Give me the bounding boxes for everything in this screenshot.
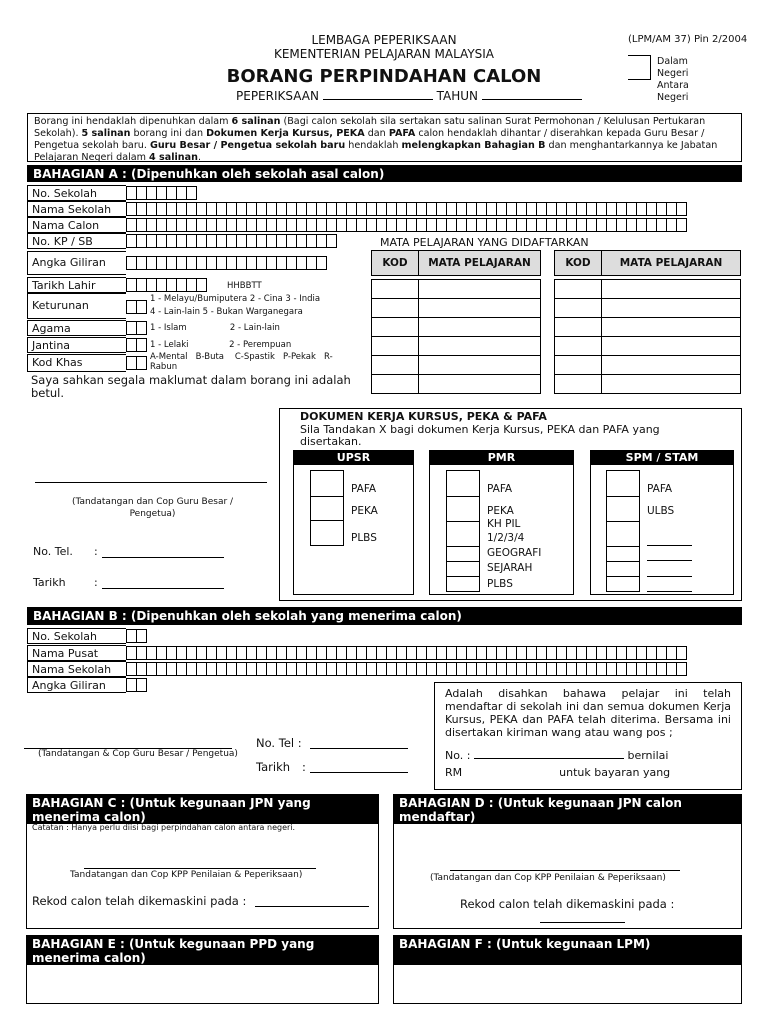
kod-cell[interactable]: [372, 318, 419, 337]
pmr-geografi-checkbox[interactable]: [446, 546, 480, 562]
char-cell[interactable]: [196, 278, 207, 292]
d-record-input[interactable]: [540, 922, 625, 923]
subject-cell[interactable]: [419, 299, 541, 318]
rm-line: [445, 766, 731, 779]
spm-extra-checkbox[interactable]: [606, 521, 640, 547]
form-title: BORANG PERPINDAHAN CALON: [226, 66, 542, 87]
field-label: No. Sekolah: [27, 628, 126, 644]
no-sekolah-grid[interactable]: [126, 186, 196, 200]
instruction-bold: PAFA: [388, 128, 416, 139]
pmr-khpil-checkbox[interactable]: [446, 521, 480, 547]
org-line-2: KEMENTERIAN PELAJARAN MALAYSIA: [273, 47, 495, 61]
subject-cell[interactable]: [419, 337, 541, 356]
field-label: Tarikh Lahir: [27, 277, 126, 293]
field-label: No. KP / SB: [27, 233, 126, 249]
pmr-item: PLBS: [487, 578, 513, 590]
exam-input[interactable]: [323, 89, 433, 100]
instruction-bold: 6 salinan: [231, 116, 281, 127]
keturunan-opt: 1 - Melayu/Bumiputera 2 - Cina 3 - India: [150, 294, 321, 304]
field-label: Nama Sekolah: [27, 201, 126, 217]
char-cell[interactable]: [136, 338, 147, 352]
exam-line: [236, 89, 582, 103]
instruction-bold: Guru Besar / Pengetua sekolah baru: [149, 140, 346, 151]
nama-calon-grid[interactable]: [126, 218, 686, 232]
upsr-item: PLBS: [351, 532, 377, 544]
upsr-item: PEKA: [351, 505, 378, 517]
instruction-bold: 4 salinan: [149, 152, 198, 163]
section-c-title: BAHAGIAN C : (Untuk kegunaan JPN yang menerima calon): [26, 794, 379, 824]
c-signature-line[interactable]: [84, 868, 316, 869]
spm-extra-checkbox[interactable]: [606, 576, 640, 592]
d-signature-caption: (Tandatangan dan Cop KPP Penilaian & Peperiksaan): [430, 873, 666, 883]
dob-format: HHBBTT: [227, 281, 262, 291]
kod-cell[interactable]: [555, 337, 602, 356]
pmr-item: PEKA: [487, 505, 514, 517]
instruction-bold: Dokumen Kerja Kursus, PEKA: [206, 128, 365, 139]
char-cell[interactable]: [676, 218, 687, 232]
b-no-sekolah-grid[interactable]: [126, 629, 146, 643]
bracket-option: Dalam: [657, 56, 688, 67]
instruction-box: [27, 113, 742, 162]
agama-options: 1 - Islam 2 - Lain-lain: [150, 323, 280, 333]
subject-cell[interactable]: [419, 356, 541, 375]
spm-extra-checkbox[interactable]: [606, 561, 640, 577]
b-nama-sekolah-grid[interactable]: [126, 662, 686, 676]
upsr-peka-checkbox[interactable]: [310, 496, 344, 521]
date-colon: :: [94, 576, 98, 589]
kod-header: KOD: [372, 251, 419, 276]
kod-cell[interactable]: [372, 280, 419, 299]
char-cell[interactable]: [676, 202, 687, 216]
char-cell[interactable]: [136, 356, 147, 370]
tarikh-lahir-grid[interactable]: [126, 278, 206, 292]
instruction-bold: melengkapkan Bahagian B: [401, 140, 546, 151]
field-label: Keturunan: [27, 293, 126, 319]
upsr-item: PAFA: [351, 483, 377, 495]
char-cell[interactable]: [186, 186, 197, 200]
kod-header: KOD: [555, 251, 602, 276]
field-label: Nama Sekolah: [27, 661, 126, 677]
spm-extra-checkbox[interactable]: [606, 546, 640, 562]
date-label: Tarikh: [33, 576, 66, 589]
mata-pelajaran-header: MATA PELAJARAN: [602, 251, 741, 276]
char-cell[interactable]: [676, 646, 687, 660]
subject-cell[interactable]: [419, 375, 541, 394]
pmr-peka-checkbox[interactable]: [446, 496, 480, 522]
confirmation-box: [434, 682, 742, 790]
subject-cell[interactable]: [419, 318, 541, 337]
pmr-item: KH PIL: [487, 518, 521, 530]
spm-ulbs-checkbox[interactable]: [606, 496, 640, 522]
pmr-sejarah-checkbox[interactable]: [446, 561, 480, 577]
tel-label: No. Tel.: [33, 545, 73, 558]
year-label: TAHUN: [436, 89, 478, 103]
pmr-item: 1/2/3/4: [487, 532, 525, 544]
nama-sekolah-grid[interactable]: [126, 202, 686, 216]
form-code: (LPM/AM 37) Pin 2/2004: [628, 34, 748, 45]
pmr-title: PMR: [429, 450, 574, 465]
kodkhas-options: A-Mental B-Buta C-Spastik P-Pekak R-Rabun: [150, 352, 333, 372]
spm-pafa-checkbox[interactable]: [606, 470, 640, 497]
signature-caption: (Tandatangan dan Cop Guru Besar / Pengetua): [71, 497, 234, 519]
pmr-plbs-checkbox[interactable]: [446, 576, 480, 592]
exam-label: PEPERIKSAAN: [236, 89, 319, 103]
section-f-title: BAHAGIAN F : (Untuk kegunaan LPM): [393, 935, 742, 965]
subject-cell[interactable]: [419, 280, 541, 299]
instruction-text: calon hendaklah dihantar / diserahkan kepada Guru Besar / Pengetua sekolah baru.: [34, 128, 705, 151]
field-label: Angka Giliran: [27, 677, 126, 693]
pmr-pafa-checkbox[interactable]: [446, 470, 480, 497]
signature-line[interactable]: [35, 482, 267, 483]
char-cell[interactable]: [676, 662, 687, 676]
b-angka-giliran-grid[interactable]: [126, 678, 146, 692]
keturunan-grid[interactable]: [126, 300, 146, 314]
upsr-plbs-checkbox[interactable]: [310, 520, 344, 546]
no-line: [445, 749, 731, 762]
bracket-option: Antara: [657, 80, 689, 91]
section-d-title: BAHAGIAN D : (Untuk kegunaan JPN calon mendaftar): [393, 794, 742, 824]
section-b-title: BAHAGIAN B : (Dipenuhkan oleh sekolah yang menerima calon): [27, 607, 742, 625]
upsr-pafa-checkbox[interactable]: [310, 470, 344, 497]
org-line-1: LEMBAGA PEPERIKSAAN: [311, 33, 457, 47]
kod-cell[interactable]: [555, 356, 602, 375]
c-signature-caption: Tandatangan dan Cop KPP Penilaian & Peperiksaan): [70, 870, 303, 880]
instruction-text: (Bagi calon sekolah sila sertakan satu salinan Surat Permohonan / Kelulusan Pertukaran Sekolah).: [34, 116, 706, 139]
angka-giliran-grid[interactable]: [126, 256, 326, 270]
instruction-text: hendaklah: [345, 140, 402, 151]
field-label: Agama: [27, 320, 126, 336]
b-tel-label: No. Tel :: [256, 736, 302, 750]
rm-label: RM: [445, 766, 463, 779]
b-signature-caption: (Tandatangan & Cop Guru Besar / Pengetua): [38, 749, 238, 759]
char-cell[interactable]: [136, 321, 147, 335]
char-cell[interactable]: [136, 629, 147, 643]
year-input[interactable]: [482, 89, 582, 100]
instruction-text: .: [197, 152, 202, 163]
keturunan-opt: 4 - Lain-lain 5 - Bukan Warganegara: [150, 307, 303, 317]
subjects-title: MATA PELAJARAN YANG DIDAFTARKAN: [380, 236, 589, 249]
spm-blank-line[interactable]: [647, 560, 692, 561]
keturunan-options: [150, 294, 340, 317]
char-cell[interactable]: [316, 256, 327, 270]
pmr-item: SEJARAH: [487, 562, 533, 574]
subject-cell[interactable]: [602, 280, 741, 299]
char-cell[interactable]: [326, 234, 337, 248]
field-label: No. Sekolah: [27, 185, 126, 201]
kod-cell[interactable]: [372, 299, 419, 318]
no-label: No. :: [445, 749, 471, 762]
d-record-label: Rekod calon telah dikemaskini pada :: [460, 897, 675, 911]
char-cell[interactable]: [136, 678, 147, 692]
subjects-table-right: [554, 250, 741, 394]
kod-cell[interactable]: [372, 337, 419, 356]
spm-blank-line[interactable]: [647, 591, 692, 592]
subject-cell[interactable]: [602, 299, 741, 318]
instruction-text: borang ini dan: [130, 128, 207, 139]
spm-blank-line[interactable]: [647, 545, 692, 546]
section-e-title: BAHAGIAN E : (Untuk kegunaan PPD yang menerima calon): [26, 935, 379, 965]
b-date-label: Tarikh: [256, 760, 291, 774]
subject-cell[interactable]: [602, 375, 741, 394]
instruction-text: dan menghantarkannya ke Jabatan Pelajaran Negeri dalam: [34, 140, 718, 163]
bracket-option: Negeri: [657, 92, 689, 103]
field-label: Angka Giliran: [27, 251, 126, 275]
documents-note: Sila Tandakan X bagi dokumen Kerja Kursus, PEKA dan PAFA yang disertakan.: [300, 423, 660, 448]
tel-colon: :: [94, 545, 98, 558]
upsr-title: UPSR: [293, 450, 414, 465]
b-tel-input[interactable]: [310, 748, 408, 749]
jantina-options: 1 - Lelaki 2 - Perempuan: [150, 340, 292, 350]
tel-input[interactable]: [102, 557, 224, 558]
certify-text: Saya sahkan segala maklumat dalam borang ini adalah betul.: [31, 373, 351, 400]
kod-cell[interactable]: [555, 280, 602, 299]
pmr-item: PAFA: [487, 483, 513, 495]
bracket-options: [657, 56, 689, 104]
kod-cell[interactable]: [555, 375, 602, 394]
kod-cell[interactable]: [555, 299, 602, 318]
mata-pelajaran-header: MATA PELAJARAN: [419, 251, 541, 276]
subjects-table-left: [371, 250, 541, 394]
subject-cell[interactable]: [602, 356, 741, 375]
b-date-input[interactable]: [310, 772, 408, 773]
kod-cell[interactable]: [372, 375, 419, 394]
bracket-lines-2: [628, 79, 650, 81]
b-nama-pusat-grid[interactable]: [126, 646, 686, 660]
subject-cell[interactable]: [602, 337, 741, 356]
no-input[interactable]: [474, 749, 624, 759]
bernilai-label: bernilai: [627, 749, 669, 762]
char-cell[interactable]: [136, 300, 147, 314]
subject-cell[interactable]: [602, 318, 741, 337]
kod-cell[interactable]: [555, 318, 602, 337]
confirmation-text: Adalah disahkan bahawa pelajar ini telah mendaftar di sekolah ini dan semua dokumen Kerja Kursus, PEKA dan PAFA telah diterima. Bersama ini disertakan kiriman wang atau wang pos ;: [445, 687, 731, 739]
jantina-grid[interactable]: [126, 338, 146, 352]
field-label: Kod Khas: [27, 354, 126, 372]
pmr-item: GEOGRAFI: [487, 547, 542, 559]
section-c-note: Catatan : Hanya perlu diisi bagi perpindahan calon antara negeri.: [32, 823, 296, 832]
kod-cell[interactable]: [372, 356, 419, 375]
section-a-title: BAHAGIAN A : (Dipenuhkan oleh sekolah asal calon): [27, 165, 742, 182]
documents-title: DOKUMEN KERJA KURSUS, PEKA & PAFA: [300, 410, 547, 423]
field-label: Nama Pusat: [27, 645, 126, 661]
bracket-option: Negeri: [657, 68, 689, 79]
spm-item: ULBS: [647, 505, 675, 517]
b-date-colon: :: [302, 760, 306, 774]
instruction-bold: 5 salinan: [81, 128, 131, 139]
c-record-input[interactable]: [255, 906, 369, 907]
spm-item: PAFA: [647, 483, 673, 495]
spm-title: SPM / STAM: [590, 450, 734, 465]
bracket-lines: [628, 55, 651, 80]
date-input[interactable]: [102, 588, 224, 589]
agama-grid[interactable]: [126, 321, 146, 335]
field-label: Jantina: [27, 337, 126, 353]
instruction-text: Borang ini hendaklah dipenuhkan dalam: [34, 116, 232, 127]
field-label: Nama Calon: [27, 217, 126, 233]
kodkhas-grid[interactable]: [126, 356, 146, 370]
untuk-label: untuk bayaran yang: [559, 766, 671, 779]
d-signature-line[interactable]: [450, 870, 680, 871]
c-record-label: Rekod calon telah dikemaskini pada :: [32, 894, 247, 908]
spm-blank-line[interactable]: [647, 576, 692, 577]
instruction-text: dan: [364, 128, 389, 139]
no-kp-grid[interactable]: [126, 234, 336, 248]
